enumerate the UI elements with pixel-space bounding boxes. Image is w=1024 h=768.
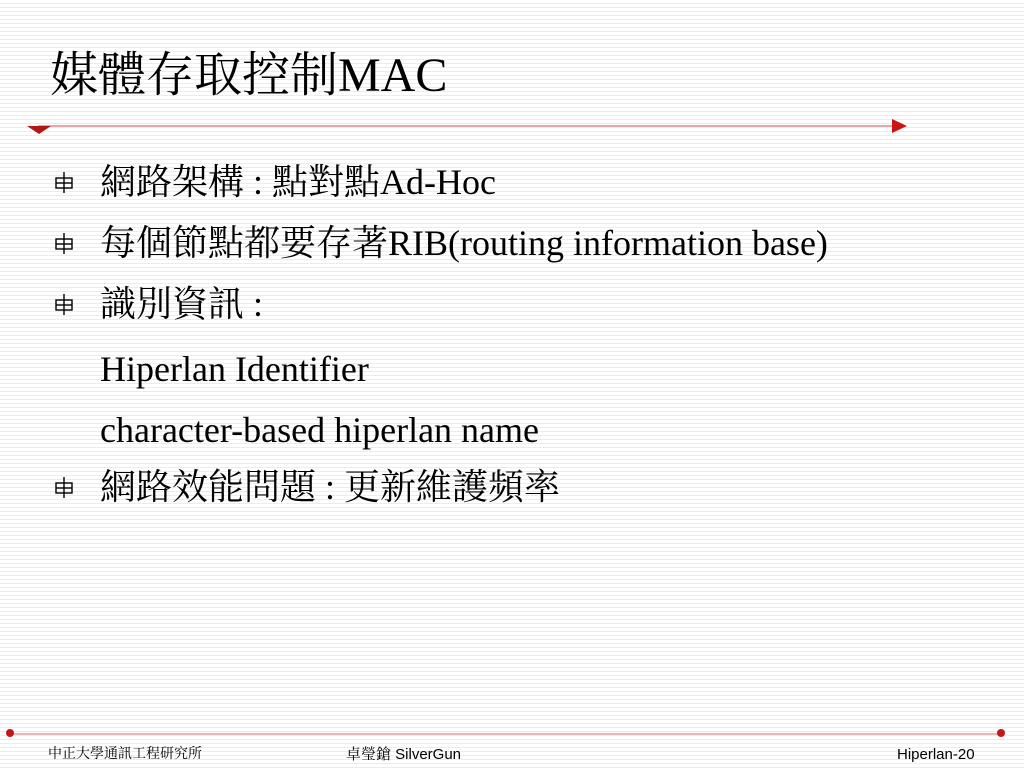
boxed-cross-icon [52, 170, 76, 194]
sub-line: Hiperlan Identifier [100, 349, 369, 389]
footer-slide-number: Hiperlan-20 [897, 746, 975, 763]
bullet-text: 每個節點都要存著RIB(routing information base) [100, 223, 828, 263]
footer-divider [8, 733, 1004, 735]
title-underline [38, 125, 898, 127]
footer-institution: 中正大學通訊工程研究所 [48, 746, 202, 762]
boxed-cross-icon [52, 231, 76, 255]
underline-left-arrow-icon [27, 126, 51, 134]
boxed-cross-icon [52, 475, 76, 499]
bullet-text: 網路架構 : 點對點Ad-Hoc [100, 162, 496, 202]
underline-right-arrow-icon [892, 119, 907, 133]
bullet-text: 識別資訊 : [100, 284, 264, 324]
sub-line: character-based hiperlan name [100, 410, 540, 450]
bullet-text: 網路效能問題 : 更新維護頻率 [100, 467, 561, 507]
footer-left-dot-icon [6, 729, 14, 737]
slide-title: 媒體存取控制MAC [50, 49, 448, 102]
footer-author: 卓瑩鎗 SilverGun [346, 746, 462, 763]
boxed-cross-icon [52, 292, 76, 316]
footer-right-dot-icon [997, 729, 1005, 737]
